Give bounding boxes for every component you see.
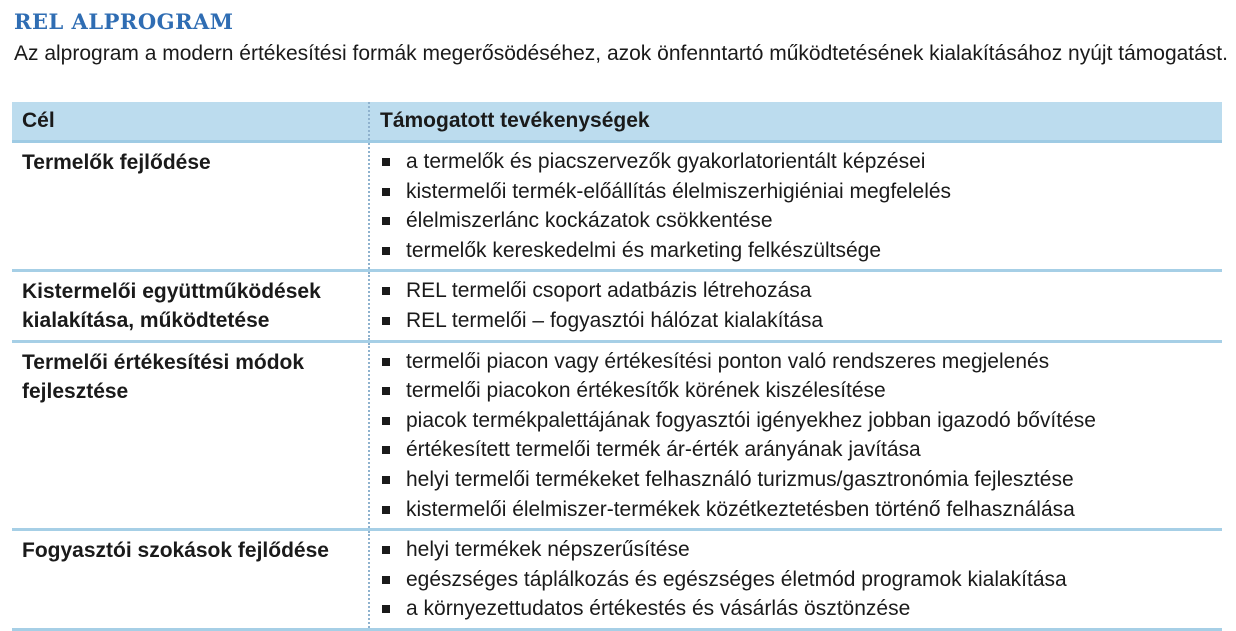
activity-item: termelői piacon vagy értékesítési ponton való rendszeres megjelenés — [380, 347, 1222, 377]
row-goal: Fogyasztói szokások fejlődése — [12, 530, 369, 630]
row-goal: Termelői értékesítési módok fejlesztése — [12, 341, 369, 530]
activity-item: kistermelői élelmiszer-termékek közétkeztetésben történő felhasználása — [380, 495, 1222, 525]
header-goal: Cél — [12, 102, 369, 142]
activity-item: értékesített termelői termék ár-érték arányának javítása — [380, 435, 1222, 465]
row-goal: Kistermelői együttműködések kialakítása, működtetése — [12, 271, 369, 341]
activity-item: kistermelői termék-előállítás élelmiszerhigiéniai megfelelés — [380, 177, 1222, 207]
table-row — [12, 142, 1222, 271]
activity-item: a környezettudatos értékestés és vásárlás ösztönzése — [380, 594, 1222, 624]
row-activities — [369, 142, 1222, 271]
activity-item: a termelők és piacszervezők gyakorlatorientált képzései — [380, 147, 1222, 177]
table-row — [12, 271, 1222, 341]
activity-item: piacok termékpalettájának fogyasztói igényekhez jobban igazodó bővítése — [380, 406, 1222, 436]
table-row — [12, 341, 1222, 530]
table-header-row — [12, 102, 1222, 142]
activity-item: egészséges táplálkozás és egészséges életmód programok kialakítása — [380, 565, 1222, 595]
table-row — [12, 530, 1222, 630]
activity-item: élelmiszerlánc kockázatok csökkentése — [380, 206, 1222, 236]
activities-table — [12, 102, 1222, 631]
row-activities — [369, 271, 1222, 341]
activity-item: REL termelői – fogyasztói hálózat kialakítása — [380, 306, 1222, 336]
activity-item: helyi termékek népszerűsítése — [380, 535, 1222, 565]
activity-item: termelői piacokon értékesítők körének kiszélesítése — [380, 376, 1222, 406]
activity-item: helyi termelői termékeket felhasználó turizmus/gasztronómia fejlesztése — [380, 465, 1222, 495]
row-activities — [369, 341, 1222, 530]
activity-item: REL termelői csoport adatbázis létrehozása — [380, 276, 1222, 306]
header-activities: Támogatott tevékenységek — [369, 102, 1222, 142]
section-intro: Az alprogram a modern értékesítési formák megerősödéséhez, azok önfenntartó működtetésének kialakításához nyújt támogatást. — [14, 42, 1228, 65]
section-title: REL ALPROGRAM — [14, 9, 234, 34]
row-activities — [369, 530, 1222, 630]
row-goal: Termelők fejlődése — [12, 142, 369, 271]
activity-item: termelők kereskedelmi és marketing felkészültsége — [380, 236, 1222, 266]
